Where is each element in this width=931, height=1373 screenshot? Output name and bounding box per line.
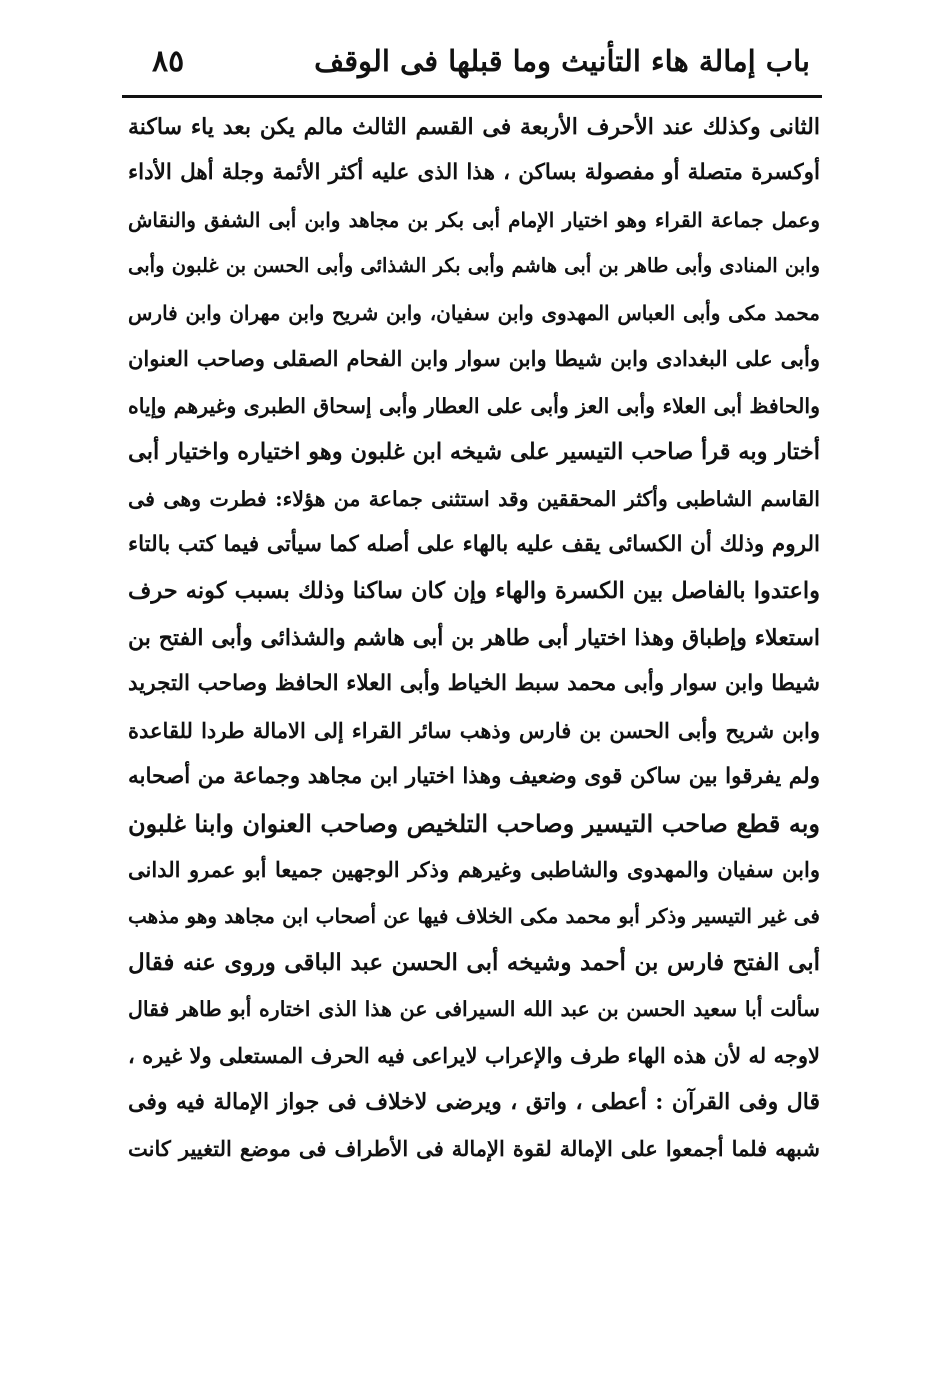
text-line: أبى الفتح فارس بن أحمد وشيخه أبى الحسن عبد الباقى وروى عنه فقال bbox=[128, 948, 820, 976]
page-number: ٨٥ bbox=[152, 44, 185, 79]
text-line: شيطا وابن سوار وأبى محمد سبط الخياط وأبى العلاء الحافظ وصاحب التجريد bbox=[128, 671, 820, 697]
text-line: القاسم الشاطبى وأكثر المحققين وقد استثنى جماعة من هؤلاء: فطرت وهى فى bbox=[128, 486, 820, 511]
text-line: أوكسرة متصلة أو مفصولة بساكن ، هذا الذى عليه أكثر الأئمة وجلة أهل الأداء bbox=[128, 160, 820, 186]
text-line: وابن شريح وأبى الحسن بن فارس وذهب سائر القراء إلى الامالة طردا للقاعدة bbox=[128, 717, 820, 743]
text-line: وأبى على البغدادى وابن شيطا وابن سوار وابن الفحام الصقلى وصاحب العنوان bbox=[128, 346, 820, 372]
body-text bbox=[128, 104, 820, 1172]
text-line: أختار وبه قرأ صاحب التيسير على شيخه ابن غلبون وهو اختياره واختيار أبى bbox=[128, 439, 820, 466]
header-rule bbox=[122, 95, 822, 98]
text-line: لاوجه له لأن هذه الهاء طرف والإعراب لايراعى فيه الحرف المستعلى ولا غيره ، bbox=[128, 1042, 820, 1068]
text-line: محمد مكى وأبى العباس المهدوى وابن سفيان، وابن شريح وابن مهران وابن فارس bbox=[128, 300, 820, 325]
text-line: وبه قطع صاحب التيسير وصاحب التلخيص وصاحب العنوان وابنا غلبون bbox=[128, 808, 820, 838]
text-line: وابن المنادى وأبى طاهر بن أبى هاشم وأبى بكر الشذائى وأبى الحسن بن غلبون وأبى bbox=[128, 254, 820, 278]
text-line: واعتدوا بالفاصل بين الكسرة والهاء وإن كان ساكنا وذلك بسبب كونه حرف bbox=[128, 578, 820, 605]
text-line: وعمل جماعة القراء وهو اختيار الإمام أبى بكر بن مجاهد وابن أبى الشفق والنقاش bbox=[128, 207, 820, 232]
text-line: فى غير التيسير وذكر أبو محمد مكى الخلاف فيها عن أصحاب ابن مجاهد وهو مذهب bbox=[128, 904, 820, 929]
text-line: وابن سفيان والمهدوى والشاطبى وغيرهم وذكر الوجهين جميعا أبو عمرو الدانى bbox=[128, 857, 820, 882]
text-line: ولم يفرقوا بين ساكن قوى وضعيف وهذا اختيار ابن مجاهد وجماعة من أصحابه bbox=[128, 764, 820, 790]
text-line: والحافظ أبى العلاء وأبى العز وأبى على العطار وأبى إسحاق الطبرى وغيرهم وإياه bbox=[128, 393, 820, 418]
text-line: الثانى وكذلك عند الأحرف الأربعة فى القسم الثالث مالم يكن بعد ياء ساكنة bbox=[128, 114, 820, 140]
text-line: الروم وذلك أن الكسائى يقف عليه بالهاء على أصله كما سيأتى فيما كتب بالتاء bbox=[128, 531, 820, 557]
page-header bbox=[122, 38, 822, 94]
text-line: قال وفى القرآن : أعطى ، واتق ، ويرضى لاخلاف فى جواز الإمالة فيه وفى bbox=[128, 1089, 820, 1116]
chapter-title: باب إمالة هاء التأنيث وما قبلها فى الوقف bbox=[314, 44, 810, 78]
text-line: شبهه فلما أجمعوا على الإمالة لقوة الإمالة فى الأطراف فى موضع التغيير كانت bbox=[128, 1135, 820, 1161]
text-line: استعلاء وإطباق وهذا اختيار أبى طاهر بن أبى هاشم والشذائى وأبى الفتح بن bbox=[128, 624, 820, 651]
text-line: سألت أبا سعيد الحسن بن عبد الله السيرافى عن هذا الذى اختاره أبو طاهر فقال bbox=[128, 997, 820, 1022]
